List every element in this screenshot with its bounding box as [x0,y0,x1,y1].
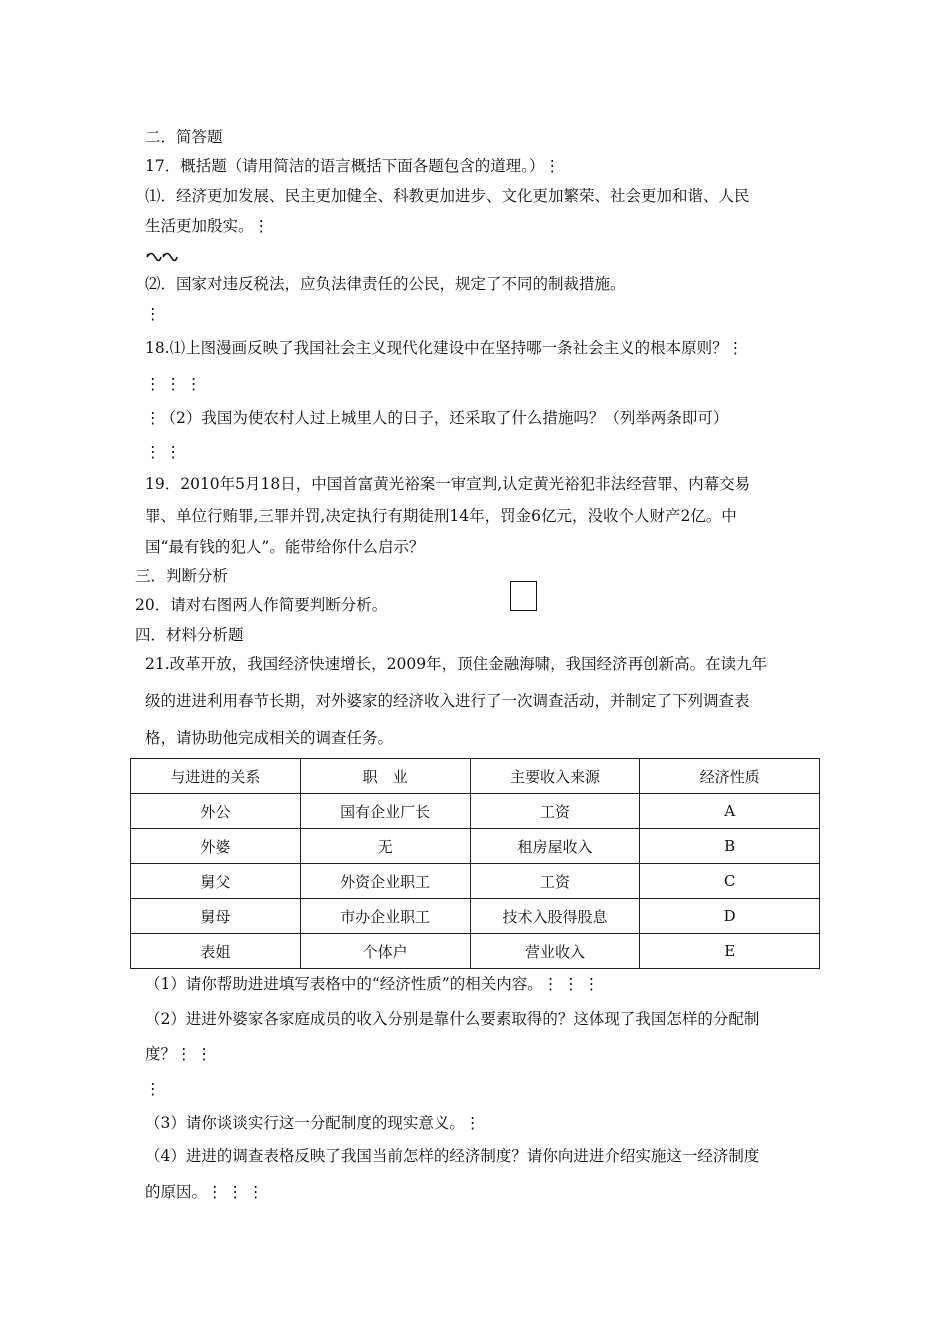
q17-1-line1: ⑴．经济更加发展、民主更加健全、科教更加进步、文化更加繁荣、社会更加和谐、人民 [145,187,750,205]
sub-question-3: （3）请你谈谈实行这一分配制度的现实意义。⋮ [145,1114,481,1132]
table-cell: D [640,899,820,934]
q21-line1: 21.改革开放，我国经济快速增长，2009年，顶住金融海啸，我国经济再创新高。在读九年 [145,655,768,673]
q19-line1: 19．2010年5月18日，中国首富黄光裕案一审宣判,认定黄光裕犯非法经营罪、内幕交易 [145,475,751,493]
table-cell: 表姐 [131,934,301,969]
q21-line2: 级的进进利用春节长期，对外婆家的经济收入进行了一次调查活动，并制定了下列调查表 [145,692,750,710]
vertical-dots: ⋮ [145,305,161,323]
table-row [131,794,820,829]
table-header-cell: 与进进的关系 [131,759,301,794]
table-cell: 个体户 [300,934,470,969]
vertical-dots: ⋮ ⋮ [145,443,181,461]
answer-box [510,581,537,611]
table-cell: 外婆 [131,829,301,864]
q19-line3: 国“最有钱的犯人”。能带给你什么启示？ [145,538,425,556]
sub-question-4-line2: 的原因。⋮ ⋮ ⋮ [145,1183,264,1201]
table-header-row [131,759,820,794]
table-cell: 舅父 [131,864,301,899]
q17-title: 17．概括题（请用简洁的语言概括下面各题包含的道理。）⋮ [145,157,560,175]
sub-question-4-line1: （4）进进的调查表格反映了我国当前怎样的经济制度？请你向进进介绍实施这一经济制度 [145,1147,760,1165]
q18-2: ⋮（2）我国为使农村人过上城里人的日子，还采取了什么措施吗？（列举两条即可） [145,409,729,427]
q17-1-line2: 生活更加殷实。⋮ [145,217,270,235]
table-row [131,864,820,899]
ornament-icon [145,249,179,267]
table-cell: 工资 [470,794,640,829]
section-3-heading: 三．判断分析 [135,567,229,585]
table-cell: 舅母 [131,899,301,934]
table-cell: 技术入股得股息 [470,899,640,934]
q17-2: ⑵．国家对违反税法，应负法律责任的公民，规定了不同的制裁措施。 [145,275,626,293]
q21-line3: 格，请协助他完成相关的调查任务。 [145,729,394,747]
table-cell: 租房屋收入 [470,829,640,864]
table-header-cell: 职 业 [300,759,470,794]
table-row [131,934,820,969]
table-header-cell: 主要收入来源 [470,759,640,794]
table-cell: 工资 [470,864,640,899]
section-2-heading: 二．简答题 [145,128,223,146]
table-row [131,899,820,934]
table-cell: 无 [300,829,470,864]
table-cell: E [640,934,820,969]
q18-1: 18.⑴上图漫画反映了我国社会主义现代化建设中在坚持哪一条社会主义的根本原则？⋮ [145,339,744,357]
q19-line2: 罪、单位行贿罪,三罪并罚,决定执行有期徒刑14年，罚金6亿元，没收个人财产2亿。中 [145,507,737,525]
table-cell: C [640,864,820,899]
table-cell: A [640,794,820,829]
sub-question-1: （1）请你帮助进进填写表格中的“经济性质”的相关内容。⋮ ⋮ ⋮ [145,975,600,993]
table-row [131,829,820,864]
table-cell: 外公 [131,794,301,829]
table-cell: 市办企业职工 [300,899,470,934]
section-4-heading: 四．材料分析题 [135,626,244,644]
table-cell: 国有企业厂长 [300,794,470,829]
table-cell: 营业收入 [470,934,640,969]
q20: 20．请对右图两人作简要判断分析。 [135,596,388,614]
table-cell: 外资企业职工 [300,864,470,899]
table-cell: B [640,829,820,864]
vertical-dots: ⋮ ⋮ ⋮ [145,375,202,393]
sub-question-2-line1: （2）进进外婆家各家庭成员的收入分别是靠什么要素取得的？这体现了我国怎样的分配制 [145,1010,760,1028]
vertical-dots: ⋮ [145,1080,161,1098]
survey-table [130,758,820,969]
table-header-cell: 经济性质 [640,759,820,794]
sub-question-2-line2: 度？⋮ ⋮ [145,1045,212,1063]
